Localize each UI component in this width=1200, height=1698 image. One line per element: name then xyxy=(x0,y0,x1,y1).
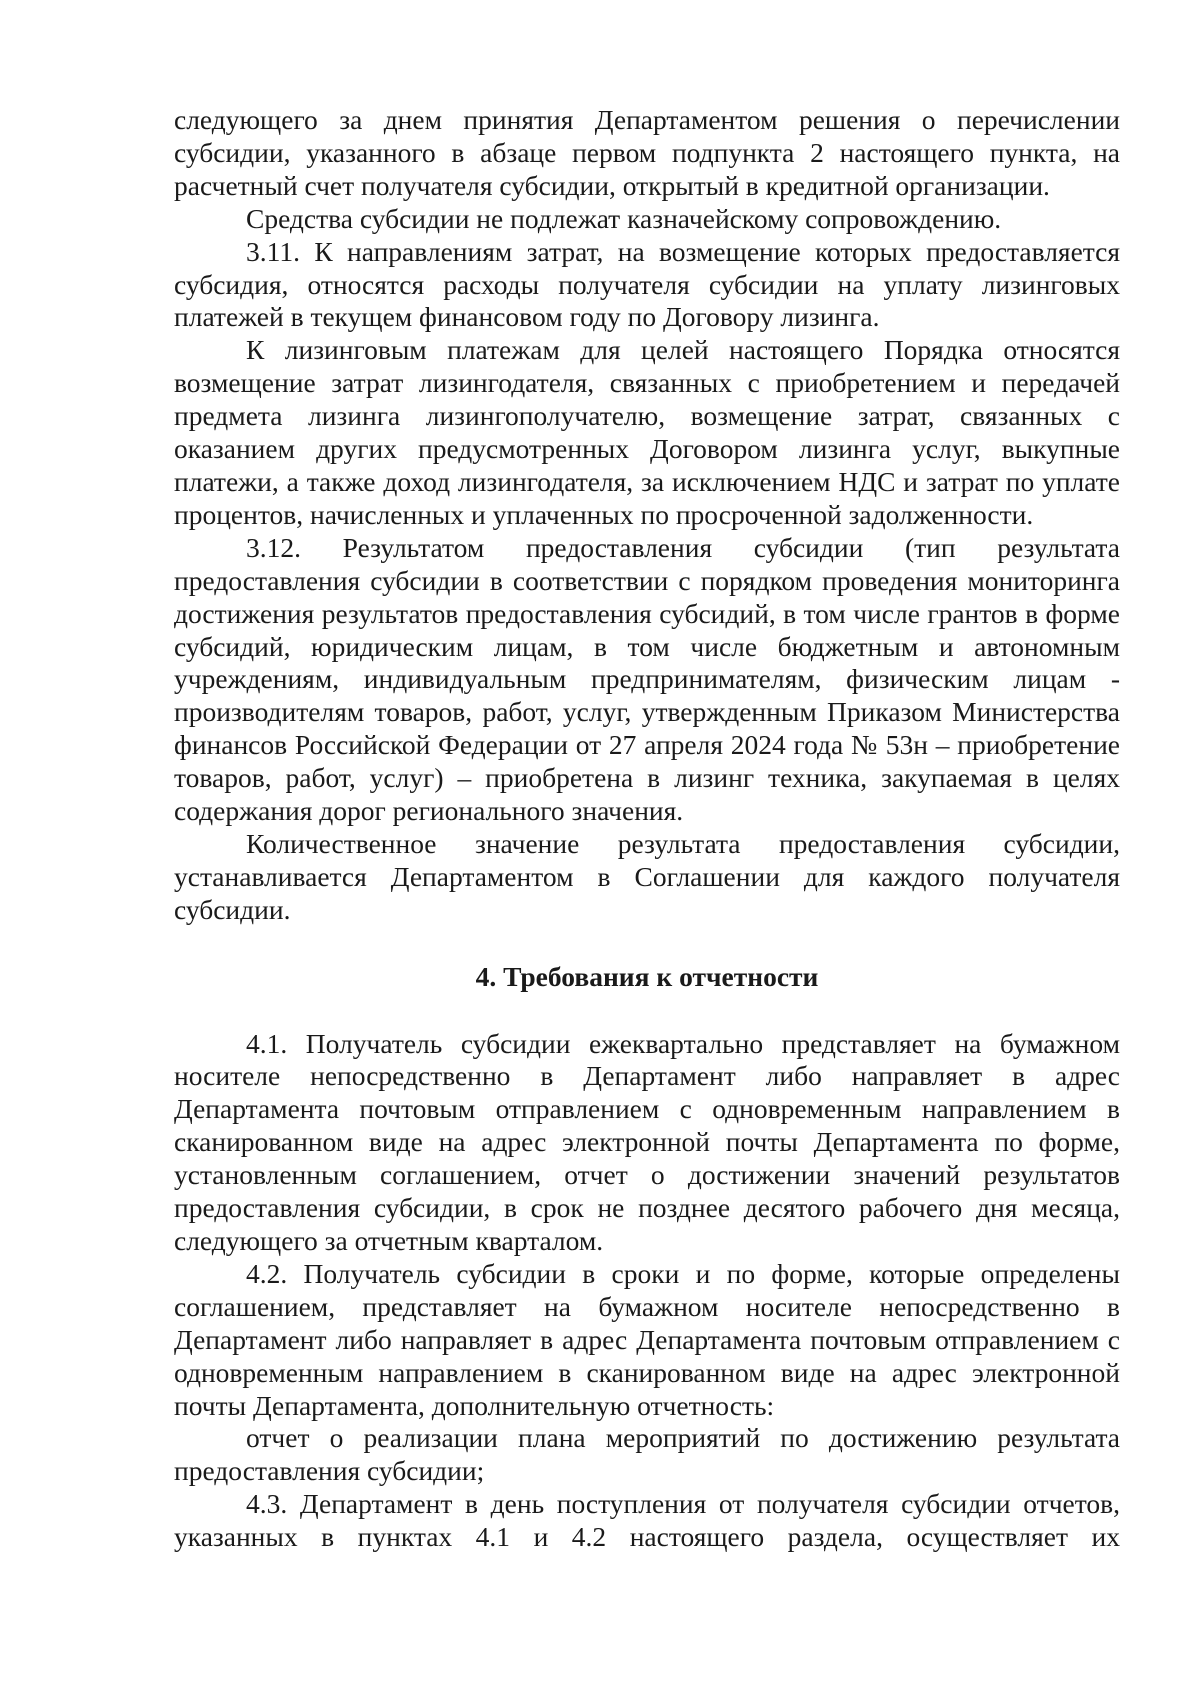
paragraph-4-3: 4.3. Департамент в день поступления от получателя субсидии отчетов, указанных в пунктах 4.1 и 4.2 настоящего раздела, осуществляет их xyxy=(174,1488,1120,1553)
paragraph-continuation: следующего за днем принятия Департаментом решения о перечислении субсидии, указанного в абзаце первом подпункта 2 настоящего пункта, на расчетный счет получателя субсидии, открытый в кредитной организации. xyxy=(174,104,1120,201)
paragraph-leasing-payments: К лизинговым платежам для целей настоящего Порядка относятся возмещение затрат лизингодателя, связанных с приобретением и передачей предмета лизинга лизингополучателю, возмещение затрат, связанных с оказанием других предусмотренных Договором лизинга услуг, выкупные платежи, а также доход лизингодателя, за исключением НДС и затрат по уплате процентов, начисленных и уплаченных по просроченной задолженности. xyxy=(174,334,1120,530)
document-page xyxy=(174,104,1120,1554)
paragraph-quantitative-value: Количественное значение результата предоставления субсидии, устанавливается Департаментом в Соглашении для каждого получателя субсидии. xyxy=(174,827,1120,925)
paragraph-additional-report: отчет о реализации плана мероприятий по достижению результата предоставления субсидии; xyxy=(174,1422,1120,1487)
section-heading: 4. Требования к отчетности xyxy=(475,960,819,992)
paragraph-3-11: 3.11. К направлениям затрат, на возмещение которых предоставляется субсидия, относятся расходы получателя субсидии на уплату лизинговых платежей в текущем финансовом году по Договору лизинга. xyxy=(174,235,1120,333)
paragraph-3-12: 3.12. Результатом предоставления субсидии (тип результата предоставления субсидии в соответствии с порядком проведения мониторинга достижения результатов предоставления субсидий, в том числе грантов в форме субсидий, юридическим лицам, в том числе бюджетным и автономным учреждениям, индивидуальным предпринимателям, физическим лицам - производителям товаров, работ, услуг, утвержденным Приказом Министерства финансов Российской Федерации от 27 апреля 2024 года № 53н – приобретение товаров, работ, услуг) – приобретена в лизинг техника, закупаемая в целях содержания дорог регионального значения. xyxy=(174,531,1120,827)
paragraph-treasury-support: Средства субсидии не подлежат казначейскому сопровождению. xyxy=(246,202,1002,234)
paragraph-4-2: 4.2. Получатель субсидии в сроки и по форме, которые определены соглашением, представляет на бумажном носителе непосредственно в Департамент либо направляет в адрес Департамента почтовым отправлением с одновременным направлением в сканированном виде на адрес электронной почты Департамента, дополнительную отчетность: xyxy=(174,1257,1120,1421)
paragraph-4-1: 4.1. Получатель субсидии ежеквартально представляет на бумажном носителе непосредственно в Департамент либо направляет в адрес Департамента почтовым отправлением с одновременным направлением в сканированном виде на адрес электронной почты Департамента по форме, установленным соглашением, отчет о достижении значений результатов предоставления субсидии, в срок не позднее десятого рабочего дня месяца, следующего за отчетным кварталом. xyxy=(174,1027,1120,1256)
